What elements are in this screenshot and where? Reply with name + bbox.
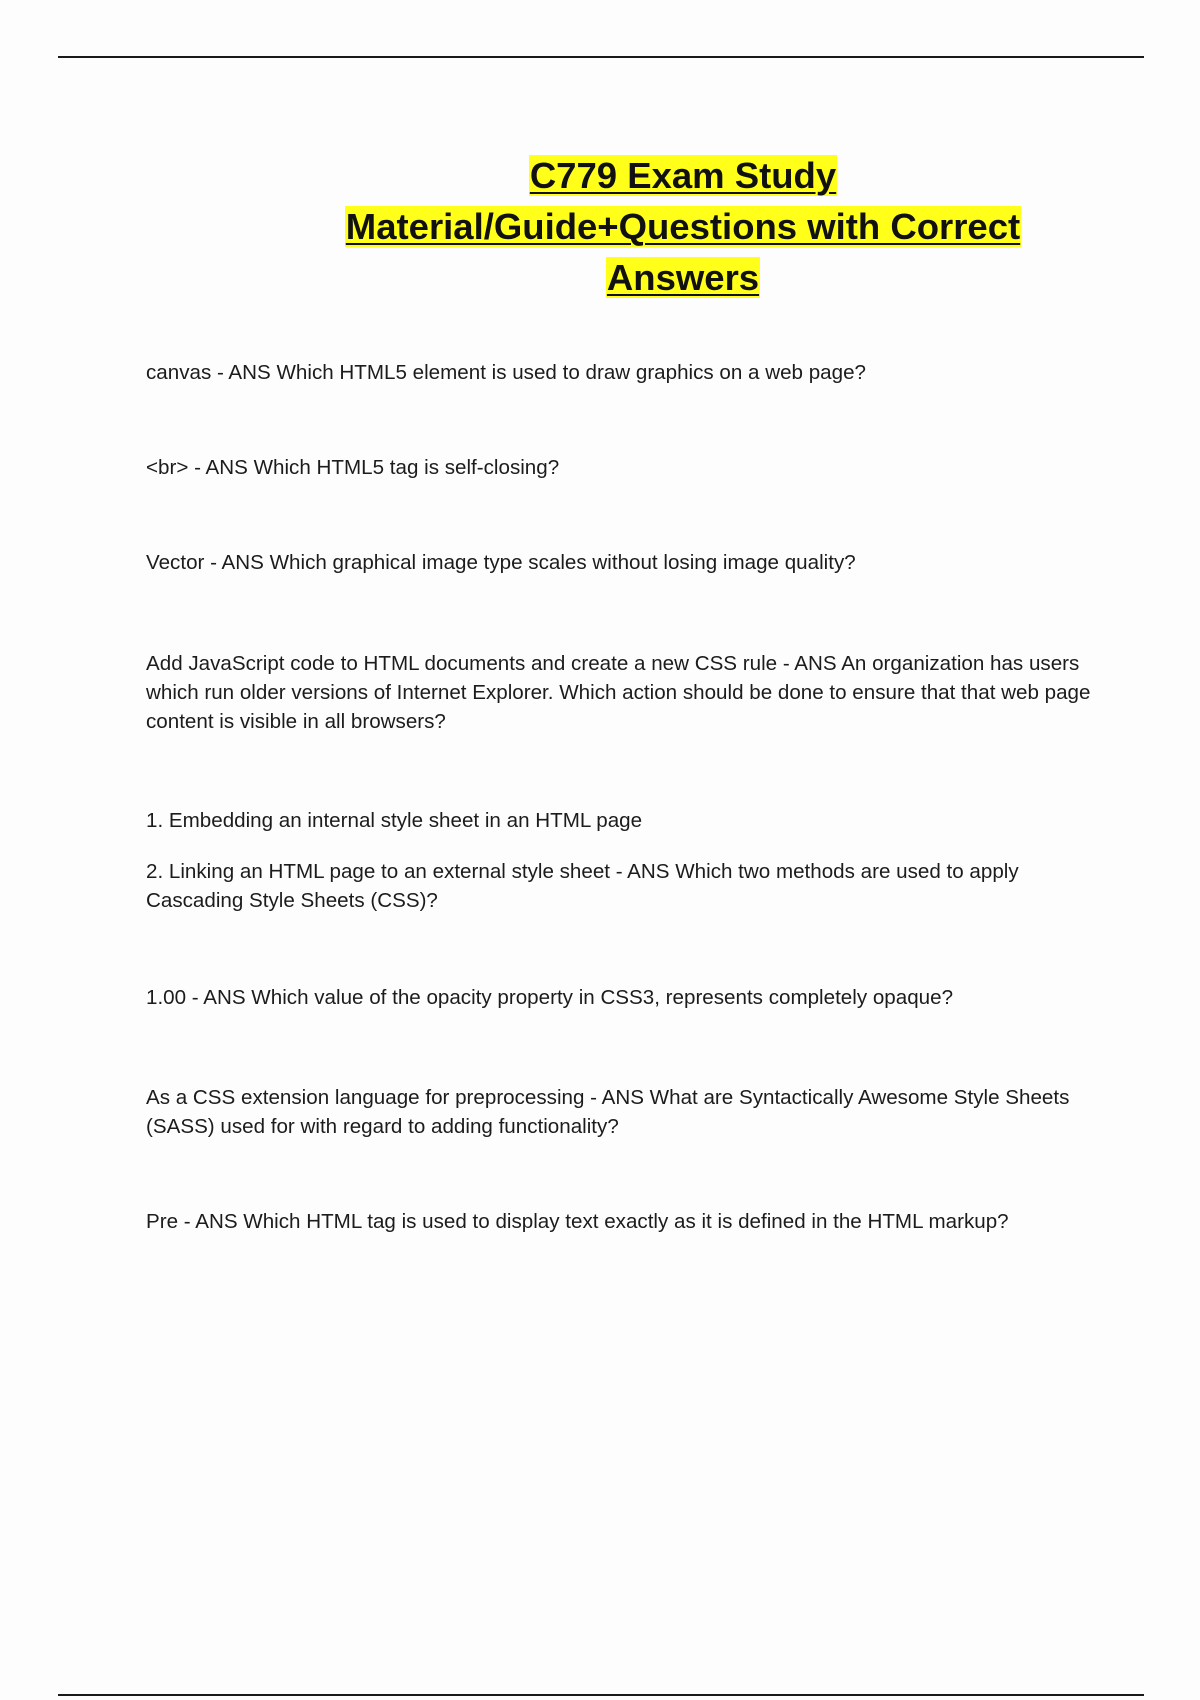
document-title [290, 150, 1076, 303]
qa-entry: 1.00 - ANS Which value of the opacity property in CSS3, represents completely opaque? [146, 986, 954, 1009]
bottom-divider [58, 1694, 1144, 1696]
qa-entry: Vector - ANS Which graphical image type scales without losing image quality? [146, 551, 856, 574]
title-line-2: Material/Guide+Questions with Correct [345, 206, 1021, 247]
qa-entry: <br> - ANS Which HTML5 tag is self-closing? [146, 456, 560, 479]
top-divider [58, 56, 1144, 58]
qa-entry: Add JavaScript code to HTML documents and create a new CSS rule - ANS An organization has users which run older versions of Internet Explorer. Which action should be done to ensure that that web page content is visible in all browsers? [146, 652, 1091, 733]
qa-entry: canvas - ANS Which HTML5 element is used to draw graphics on a web page? [146, 361, 866, 384]
title-line-1: C779 Exam Study [529, 155, 837, 196]
qa-entry: Pre - ANS Which HTML tag is used to display text exactly as it is defined in the HTML markup? [146, 1210, 1009, 1233]
qa-list-item: 1. Embedding an internal style sheet in an HTML page [146, 809, 643, 832]
title-line-3: Answers [606, 257, 760, 298]
qa-content [146, 358, 1096, 1236]
qa-entry: As a CSS extension language for preprocessing - ANS What are Syntactically Awesome Style Sheets (SASS) used for with regard to adding functionality? [146, 1086, 1070, 1138]
qa-entry: 2. Linking an HTML page to an external style sheet - ANS Which two methods are used to apply Cascading Style Sheets (CSS)? [146, 860, 1019, 912]
